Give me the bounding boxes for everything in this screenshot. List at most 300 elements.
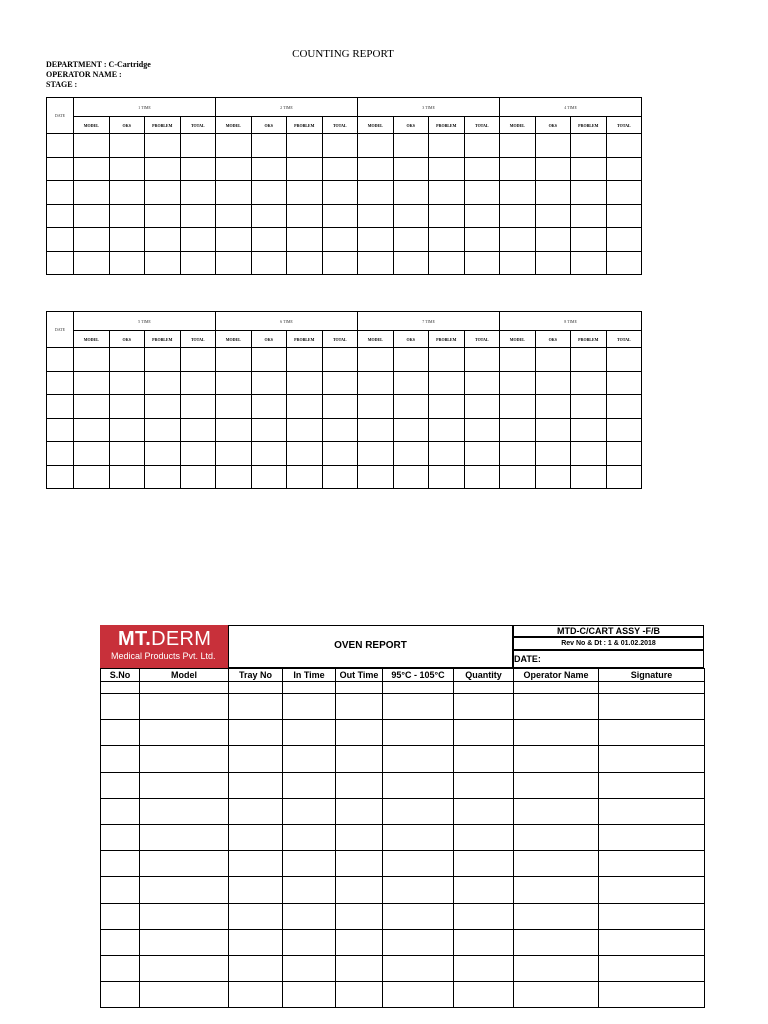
entry-cell[interactable] (393, 251, 429, 275)
entry-cell[interactable] (454, 694, 514, 720)
entry-cell[interactable] (606, 251, 642, 275)
entry-cell[interactable] (101, 746, 140, 772)
entry-cell[interactable] (429, 348, 465, 372)
entry-cell[interactable] (535, 395, 571, 419)
entry-cell[interactable] (571, 134, 607, 158)
entry-cell[interactable] (140, 877, 229, 903)
entry-cell[interactable] (571, 157, 607, 181)
entry-cell[interactable] (393, 228, 429, 252)
entry-cell[interactable] (514, 746, 599, 772)
entry-cell[interactable] (535, 228, 571, 252)
entry-cell[interactable] (74, 157, 110, 181)
entry-cell[interactable] (74, 418, 110, 442)
entry-cell[interactable] (535, 134, 571, 158)
entry-cell[interactable] (322, 157, 358, 181)
entry-cell[interactable] (101, 798, 140, 824)
entry-cell[interactable] (429, 465, 465, 489)
entry-cell[interactable] (47, 465, 74, 489)
entry-cell[interactable] (571, 228, 607, 252)
entry-cell[interactable] (599, 694, 705, 720)
entry-cell[interactable] (47, 204, 74, 228)
entry-cell[interactable] (180, 442, 216, 466)
entry-cell[interactable] (287, 395, 323, 419)
entry-cell[interactable] (180, 348, 216, 372)
entry-cell[interactable] (464, 442, 500, 466)
entry-cell[interactable] (180, 134, 216, 158)
entry-cell[interactable] (216, 418, 252, 442)
entry-cell[interactable] (358, 418, 394, 442)
entry-cell[interactable] (606, 228, 642, 252)
entry-cell[interactable] (383, 877, 454, 903)
entry-cell[interactable] (464, 251, 500, 275)
entry-cell[interactable] (514, 798, 599, 824)
entry-cell[interactable] (393, 157, 429, 181)
entry-cell[interactable] (599, 798, 705, 824)
entry-cell[interactable] (229, 982, 283, 1008)
entry-cell[interactable] (283, 824, 336, 850)
entry-cell[interactable] (336, 903, 383, 929)
entry-cell[interactable] (358, 157, 394, 181)
entry-cell[interactable] (599, 772, 705, 798)
entry-cell[interactable] (216, 442, 252, 466)
entry-cell[interactable] (500, 157, 536, 181)
entry-cell[interactable] (322, 134, 358, 158)
entry-cell[interactable] (383, 772, 454, 798)
entry-cell[interactable] (599, 903, 705, 929)
entry-cell[interactable] (140, 682, 229, 694)
entry-cell[interactable] (283, 877, 336, 903)
entry-cell[interactable] (74, 348, 110, 372)
entry-cell[interactable] (251, 134, 287, 158)
entry-cell[interactable] (571, 181, 607, 205)
entry-cell[interactable] (283, 851, 336, 877)
entry-cell[interactable] (429, 228, 465, 252)
entry-cell[interactable] (464, 395, 500, 419)
entry-cell[interactable] (287, 181, 323, 205)
entry-cell[interactable] (287, 157, 323, 181)
entry-cell[interactable] (393, 395, 429, 419)
entry-cell[interactable] (383, 746, 454, 772)
entry-cell[interactable] (229, 772, 283, 798)
entry-cell[interactable] (514, 720, 599, 746)
entry-cell[interactable] (599, 720, 705, 746)
entry-cell[interactable] (74, 442, 110, 466)
entry-cell[interactable] (47, 395, 74, 419)
entry-cell[interactable] (429, 181, 465, 205)
entry-cell[interactable] (393, 181, 429, 205)
entry-cell[interactable] (429, 251, 465, 275)
entry-cell[interactable] (101, 982, 140, 1008)
entry-cell[interactable] (429, 442, 465, 466)
entry-cell[interactable] (229, 720, 283, 746)
entry-cell[interactable] (383, 694, 454, 720)
entry-cell[interactable] (180, 371, 216, 395)
entry-cell[interactable] (74, 251, 110, 275)
entry-cell[interactable] (336, 694, 383, 720)
entry-cell[interactable] (109, 442, 145, 466)
entry-cell[interactable] (109, 418, 145, 442)
entry-cell[interactable] (383, 955, 454, 981)
entry-cell[interactable] (358, 181, 394, 205)
entry-cell[interactable] (74, 228, 110, 252)
entry-cell[interactable] (393, 465, 429, 489)
entry-cell[interactable] (464, 157, 500, 181)
entry-cell[interactable] (322, 251, 358, 275)
entry-cell[interactable] (283, 903, 336, 929)
entry-cell[interactable] (322, 371, 358, 395)
entry-cell[interactable] (145, 442, 181, 466)
entry-cell[interactable] (429, 204, 465, 228)
entry-cell[interactable] (322, 181, 358, 205)
entry-cell[interactable] (145, 348, 181, 372)
entry-cell[interactable] (109, 157, 145, 181)
entry-cell[interactable] (336, 851, 383, 877)
entry-cell[interactable] (606, 395, 642, 419)
entry-cell[interactable] (464, 418, 500, 442)
entry-cell[interactable] (599, 929, 705, 955)
entry-cell[interactable] (464, 465, 500, 489)
entry-cell[interactable] (358, 204, 394, 228)
entry-cell[interactable] (47, 418, 74, 442)
entry-cell[interactable] (454, 955, 514, 981)
entry-cell[interactable] (571, 251, 607, 275)
entry-cell[interactable] (229, 877, 283, 903)
entry-cell[interactable] (358, 251, 394, 275)
entry-cell[interactable] (500, 465, 536, 489)
entry-cell[interactable] (283, 929, 336, 955)
entry-cell[interactable] (500, 181, 536, 205)
entry-cell[interactable] (383, 903, 454, 929)
entry-cell[interactable] (47, 371, 74, 395)
entry-cell[interactable] (358, 371, 394, 395)
entry-cell[interactable] (109, 228, 145, 252)
entry-cell[interactable] (283, 982, 336, 1008)
entry-cell[interactable] (229, 903, 283, 929)
entry-cell[interactable] (606, 181, 642, 205)
entry-cell[interactable] (283, 682, 336, 694)
entry-cell[interactable] (101, 682, 140, 694)
entry-cell[interactable] (251, 157, 287, 181)
entry-cell[interactable] (464, 204, 500, 228)
entry-cell[interactable] (180, 181, 216, 205)
entry-cell[interactable] (251, 181, 287, 205)
entry-cell[interactable] (606, 442, 642, 466)
entry-cell[interactable] (606, 204, 642, 228)
entry-cell[interactable] (101, 851, 140, 877)
entry-cell[interactable] (180, 251, 216, 275)
entry-cell[interactable] (429, 418, 465, 442)
entry-cell[interactable] (216, 251, 252, 275)
entry-cell[interactable] (251, 395, 287, 419)
entry-cell[interactable] (287, 228, 323, 252)
entry-cell[interactable] (393, 348, 429, 372)
entry-cell[interactable] (216, 134, 252, 158)
entry-cell[interactable] (383, 798, 454, 824)
entry-cell[interactable] (145, 157, 181, 181)
entry-cell[interactable] (74, 465, 110, 489)
entry-cell[interactable] (251, 348, 287, 372)
entry-cell[interactable] (599, 824, 705, 850)
entry-cell[interactable] (454, 772, 514, 798)
entry-cell[interactable] (571, 371, 607, 395)
entry-cell[interactable] (454, 982, 514, 1008)
entry-cell[interactable] (180, 465, 216, 489)
entry-cell[interactable] (145, 251, 181, 275)
entry-cell[interactable] (454, 877, 514, 903)
entry-cell[interactable] (229, 955, 283, 981)
entry-cell[interactable] (140, 982, 229, 1008)
entry-cell[interactable] (464, 371, 500, 395)
entry-cell[interactable] (283, 720, 336, 746)
entry-cell[interactable] (571, 204, 607, 228)
entry-cell[interactable] (251, 418, 287, 442)
entry-cell[interactable] (74, 134, 110, 158)
entry-cell[interactable] (109, 204, 145, 228)
entry-cell[interactable] (101, 903, 140, 929)
entry-cell[interactable] (383, 982, 454, 1008)
entry-cell[interactable] (514, 955, 599, 981)
entry-cell[interactable] (514, 682, 599, 694)
entry-cell[interactable] (74, 371, 110, 395)
entry-cell[interactable] (283, 955, 336, 981)
entry-cell[interactable] (464, 228, 500, 252)
entry-cell[interactable] (322, 204, 358, 228)
entry-cell[interactable] (500, 418, 536, 442)
entry-cell[interactable] (429, 395, 465, 419)
entry-cell[interactable] (322, 465, 358, 489)
entry-cell[interactable] (145, 465, 181, 489)
entry-cell[interactable] (606, 134, 642, 158)
entry-cell[interactable] (109, 251, 145, 275)
entry-cell[interactable] (145, 228, 181, 252)
entry-cell[interactable] (251, 465, 287, 489)
entry-cell[interactable] (464, 134, 500, 158)
entry-cell[interactable] (571, 348, 607, 372)
entry-cell[interactable] (216, 395, 252, 419)
entry-cell[interactable] (145, 134, 181, 158)
entry-cell[interactable] (383, 851, 454, 877)
entry-cell[interactable] (180, 204, 216, 228)
entry-cell[interactable] (383, 682, 454, 694)
entry-cell[interactable] (535, 157, 571, 181)
entry-cell[interactable] (140, 746, 229, 772)
entry-cell[interactable] (336, 982, 383, 1008)
entry-cell[interactable] (429, 157, 465, 181)
entry-cell[interactable] (358, 442, 394, 466)
entry-cell[interactable] (74, 204, 110, 228)
entry-cell[interactable] (180, 228, 216, 252)
entry-cell[interactable] (229, 851, 283, 877)
entry-cell[interactable] (140, 772, 229, 798)
entry-cell[interactable] (180, 157, 216, 181)
entry-cell[interactable] (101, 955, 140, 981)
entry-cell[interactable] (454, 851, 514, 877)
entry-cell[interactable] (145, 371, 181, 395)
entry-cell[interactable] (101, 824, 140, 850)
entry-cell[interactable] (336, 824, 383, 850)
entry-cell[interactable] (101, 877, 140, 903)
entry-cell[interactable] (514, 877, 599, 903)
entry-cell[interactable] (140, 694, 229, 720)
entry-cell[interactable] (229, 798, 283, 824)
entry-cell[interactable] (500, 228, 536, 252)
entry-cell[interactable] (599, 851, 705, 877)
entry-cell[interactable] (454, 746, 514, 772)
entry-cell[interactable] (216, 181, 252, 205)
entry-cell[interactable] (336, 772, 383, 798)
entry-cell[interactable] (500, 348, 536, 372)
entry-cell[interactable] (500, 134, 536, 158)
entry-cell[interactable] (454, 929, 514, 955)
entry-cell[interactable] (358, 465, 394, 489)
entry-cell[interactable] (599, 982, 705, 1008)
entry-cell[interactable] (393, 442, 429, 466)
entry-cell[interactable] (454, 682, 514, 694)
entry-cell[interactable] (216, 228, 252, 252)
entry-cell[interactable] (599, 682, 705, 694)
entry-cell[interactable] (500, 442, 536, 466)
entry-cell[interactable] (599, 955, 705, 981)
entry-cell[interactable] (454, 824, 514, 850)
entry-cell[interactable] (140, 824, 229, 850)
entry-cell[interactable] (283, 694, 336, 720)
entry-cell[interactable] (571, 418, 607, 442)
entry-cell[interactable] (287, 134, 323, 158)
entry-cell[interactable] (322, 395, 358, 419)
entry-cell[interactable] (514, 982, 599, 1008)
entry-cell[interactable] (287, 371, 323, 395)
entry-cell[interactable] (229, 824, 283, 850)
entry-cell[interactable] (336, 877, 383, 903)
entry-cell[interactable] (606, 418, 642, 442)
entry-cell[interactable] (358, 395, 394, 419)
entry-cell[interactable] (500, 395, 536, 419)
entry-cell[interactable] (464, 348, 500, 372)
entry-cell[interactable] (145, 181, 181, 205)
entry-cell[interactable] (336, 682, 383, 694)
entry-cell[interactable] (109, 181, 145, 205)
entry-cell[interactable] (383, 929, 454, 955)
entry-cell[interactable] (535, 418, 571, 442)
entry-cell[interactable] (571, 442, 607, 466)
entry-cell[interactable] (571, 465, 607, 489)
entry-cell[interactable] (500, 204, 536, 228)
entry-cell[interactable] (606, 348, 642, 372)
entry-cell[interactable] (251, 371, 287, 395)
entry-cell[interactable] (336, 720, 383, 746)
entry-cell[interactable] (599, 746, 705, 772)
entry-cell[interactable] (180, 418, 216, 442)
entry-cell[interactable] (216, 157, 252, 181)
entry-cell[interactable] (47, 251, 74, 275)
entry-cell[interactable] (140, 929, 229, 955)
entry-cell[interactable] (101, 929, 140, 955)
entry-cell[interactable] (571, 395, 607, 419)
entry-cell[interactable] (287, 251, 323, 275)
entry-cell[interactable] (383, 720, 454, 746)
entry-cell[interactable] (229, 746, 283, 772)
entry-cell[interactable] (464, 181, 500, 205)
entry-cell[interactable] (47, 228, 74, 252)
entry-cell[interactable] (140, 851, 229, 877)
entry-cell[interactable] (322, 442, 358, 466)
entry-cell[interactable] (287, 418, 323, 442)
entry-cell[interactable] (283, 772, 336, 798)
entry-cell[interactable] (383, 824, 454, 850)
entry-cell[interactable] (229, 929, 283, 955)
entry-cell[interactable] (145, 418, 181, 442)
entry-cell[interactable] (229, 682, 283, 694)
entry-cell[interactable] (101, 694, 140, 720)
entry-cell[interactable] (229, 694, 283, 720)
entry-cell[interactable] (283, 798, 336, 824)
entry-cell[interactable] (287, 348, 323, 372)
entry-cell[interactable] (514, 851, 599, 877)
entry-cell[interactable] (47, 442, 74, 466)
entry-cell[interactable] (140, 720, 229, 746)
entry-cell[interactable] (74, 181, 110, 205)
entry-cell[interactable] (535, 348, 571, 372)
entry-cell[interactable] (454, 798, 514, 824)
entry-cell[interactable] (251, 228, 287, 252)
entry-cell[interactable] (180, 395, 216, 419)
entry-cell[interactable] (606, 465, 642, 489)
entry-cell[interactable] (393, 204, 429, 228)
entry-cell[interactable] (393, 418, 429, 442)
entry-cell[interactable] (358, 348, 394, 372)
entry-cell[interactable] (429, 371, 465, 395)
entry-cell[interactable] (251, 442, 287, 466)
entry-cell[interactable] (358, 134, 394, 158)
entry-cell[interactable] (251, 251, 287, 275)
entry-cell[interactable] (454, 903, 514, 929)
entry-cell[interactable] (140, 903, 229, 929)
entry-cell[interactable] (535, 251, 571, 275)
entry-cell[interactable] (514, 824, 599, 850)
entry-cell[interactable] (336, 798, 383, 824)
entry-cell[interactable] (140, 798, 229, 824)
entry-cell[interactable] (336, 929, 383, 955)
entry-cell[interactable] (454, 720, 514, 746)
entry-cell[interactable] (47, 181, 74, 205)
entry-cell[interactable] (283, 746, 336, 772)
entry-cell[interactable] (109, 134, 145, 158)
entry-cell[interactable] (145, 395, 181, 419)
entry-cell[interactable] (535, 181, 571, 205)
entry-cell[interactable] (109, 465, 145, 489)
entry-cell[interactable] (287, 442, 323, 466)
entry-cell[interactable] (109, 371, 145, 395)
entry-cell[interactable] (322, 228, 358, 252)
entry-cell[interactable] (606, 371, 642, 395)
entry-cell[interactable] (47, 157, 74, 181)
entry-cell[interactable] (216, 465, 252, 489)
entry-cell[interactable] (514, 772, 599, 798)
entry-cell[interactable] (599, 877, 705, 903)
entry-cell[interactable] (47, 134, 74, 158)
entry-cell[interactable] (101, 720, 140, 746)
entry-cell[interactable] (393, 371, 429, 395)
entry-cell[interactable] (336, 746, 383, 772)
entry-cell[interactable] (101, 772, 140, 798)
entry-cell[interactable] (393, 134, 429, 158)
entry-cell[interactable] (287, 204, 323, 228)
entry-cell[interactable] (514, 929, 599, 955)
entry-cell[interactable] (74, 395, 110, 419)
entry-cell[interactable] (514, 903, 599, 929)
entry-cell[interactable] (322, 348, 358, 372)
entry-cell[interactable] (500, 371, 536, 395)
